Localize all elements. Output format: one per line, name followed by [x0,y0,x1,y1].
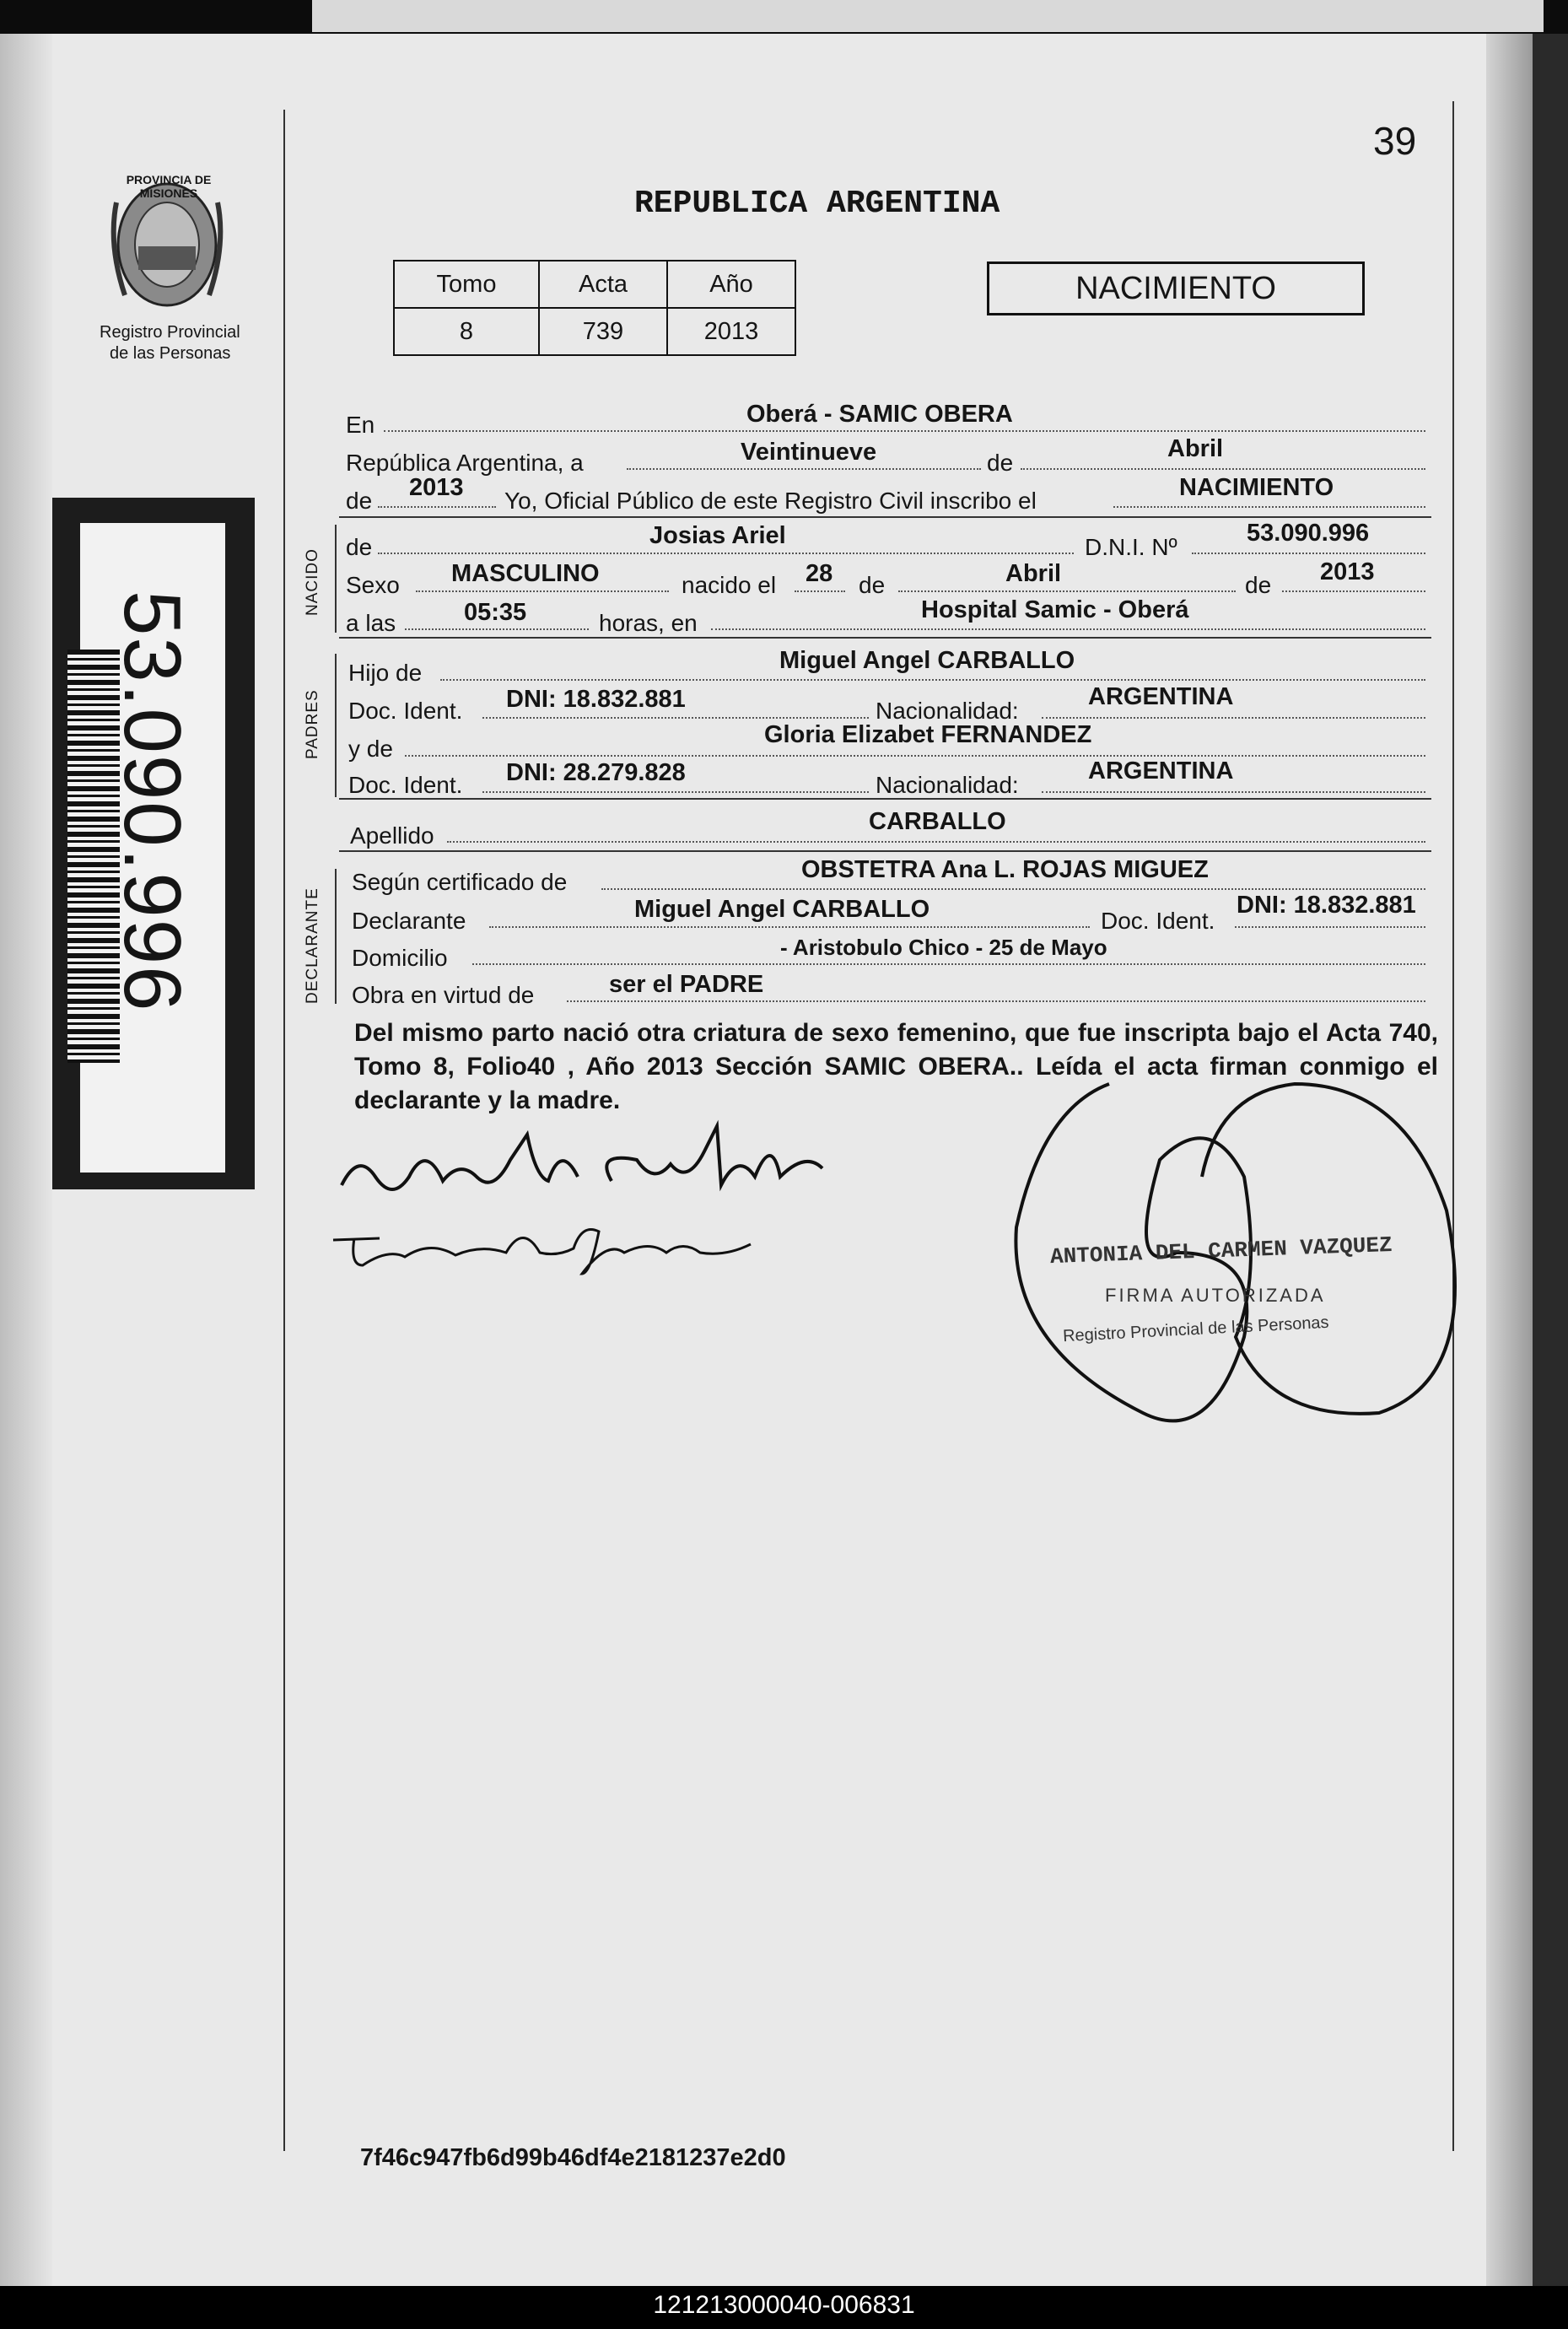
label-doc-declarante: Doc. Ident. [1101,908,1215,934]
value-lugar: Oberá - SAMIC OBERA [746,401,1013,428]
sticker-number: 53.090.996 [107,590,197,1013]
label-nac-madre: Nacionalidad: [876,772,1019,798]
header-anio: Año [667,261,795,308]
line-certificado [601,888,1425,890]
value-nac-dia: 28 [806,560,833,587]
label-horas-en: horas, en [599,610,698,636]
label-y-de: y de [348,736,393,762]
left-margin-line [283,110,285,2151]
label-segun: Según certificado de [352,869,568,895]
line-domicilio [472,963,1425,965]
stamp-line-2: FIRMA AUTORIZADA [1105,1285,1326,1306]
line-nac-anio [1282,590,1425,592]
line-nac-padre [1042,717,1425,719]
value-lugar-nac: Hospital Samic - Oberá [921,596,1189,623]
value-nac-anio: 2013 [1320,558,1375,585]
line-nac-madre [1042,791,1425,793]
value-madre: Gloria Elizabet FERNANDEZ [764,721,1092,748]
line-madre [405,755,1425,757]
label-hijo-de: Hijo de [348,660,423,686]
label-nacido-el: nacido el [682,572,777,598]
value-mes: Abril [1167,435,1224,462]
header-acta: Acta [539,261,667,308]
value-tipo: NACIMIENTO [1179,474,1334,501]
section-padres: PADRES [304,689,321,759]
value-nac-mes: Abril [1005,560,1062,587]
label-sexo: Sexo [346,572,400,598]
label-oficial: Yo, Oficial Público de este Registro Civil inscribo el [504,488,1037,514]
section-bar [335,654,337,797]
line-tipo [1113,506,1425,508]
line-declarante [489,926,1090,928]
label-declarante: Declarante [352,908,466,934]
value-sexo: MASCULINO [451,560,600,587]
label-de-nac-anio: de [1245,572,1272,598]
record-type-box: NACIMIENTO [987,261,1365,315]
line-lugar-nac [711,628,1425,630]
stamp-line-3: Registro Provincial de las Personas [1062,1313,1330,1346]
line-apellido [447,841,1425,843]
line-doc-declarante [1235,926,1425,928]
line-nombre [378,553,1074,554]
birth-note: Del mismo parto nació otra criatura de sexo femenino, que fue inscripta bajo el Acta 740, Tomo 8, Folio40 , Año 2013 Sección SAMIC OBERA.. Leída el acta firman conmigo el declarante y la madre. [354,1019,1438,1114]
value-declarante: Miguel Angel CARBALLO [634,896,930,923]
section-declarante: DECLARANTE [304,887,321,1004]
label-de-anio: de [346,488,373,514]
value-dia: Veintinueve [741,439,877,466]
divider [339,516,1431,518]
value-madre-dni: DNI: 28.279.828 [506,759,686,786]
value-padre: Miguel Angel CARBALLO [779,647,1075,674]
label-nac-padre: Nacionalidad: [876,698,1019,724]
section-bar [335,869,337,1004]
value-anio: 2013 [409,474,464,501]
value-nombre: Josias Ariel [649,522,786,549]
official-signature [1008,1059,1463,1480]
label-obra: Obra en virtud de [352,982,535,1008]
value-dni: 53.090.996 [1247,520,1370,547]
value-certificado: OBSTETRA Ana L. ROJAS MIGUEZ [801,856,1209,883]
page-edge [1486,34,1533,2286]
page-number: 39 [1373,119,1417,163]
line-hora [405,628,589,630]
divider [339,798,1431,800]
line-dia [627,468,981,470]
value-declarante-dni: DNI: 18.832.881 [1237,892,1416,919]
line-obra [567,1000,1425,1002]
label-domicilio: Domicilio [352,945,448,971]
divider [339,637,1431,639]
value-acta: 739 [539,308,667,355]
value-obra: ser el PADRE [609,971,764,998]
value-tomo: 8 [394,308,539,355]
header-tomo: Tomo [394,261,539,308]
registry-seal-text: PROVINCIA DE MISIONES [126,173,212,200]
label-dni: D.N.I. Nº [1085,534,1177,560]
mother-signature [329,1206,759,1282]
value-padre-nac: ARGENTINA [1088,683,1234,710]
value-padre-dni: DNI: 18.832.881 [506,686,686,713]
line-sexo [416,590,669,592]
value-hora: 05:35 [464,599,527,626]
line-en [384,430,1425,432]
line-nac-mes [898,590,1236,592]
registry-name-line1: Registro Provincial [100,323,240,342]
line-nac-dia [795,590,845,592]
label-de-nombre: de [346,534,373,560]
section-bar [335,525,337,633]
label-de-nac-mes: de [859,572,886,598]
line-doc-madre [482,791,869,793]
record-table [393,260,796,356]
label-doc-madre: Doc. Ident. [348,772,463,798]
registry-name-line2: de las Personas [110,344,231,363]
line-padre [440,679,1425,681]
label-republica: República Argentina, a [346,450,584,476]
book-spine [0,34,52,2286]
value-anio: 2013 [667,308,795,355]
value-madre-nac: ARGENTINA [1088,757,1234,784]
stamp-line-1: ANTONIA DEL CARMEN VAZQUEZ [1049,1232,1393,1270]
line-anio [378,506,496,508]
page-title: REPUBLICA ARGENTINA [634,186,1000,222]
label-a-las: a las [346,610,396,636]
line-dni [1192,553,1425,554]
previous-page-edge [312,0,1544,32]
line-doc-padre [482,717,869,719]
footer-code: 121213000040-006831 [653,2291,915,2319]
section-nacido: NACIDO [304,548,321,616]
divider [339,850,1431,852]
label-apellido: Apellido [350,822,434,849]
value-domicilio: - Aristobulo Chico - 25 de Mayo [780,935,1107,960]
document-hash: 7f46c947fb6d99b46df4e2181237e2d0 [360,2144,786,2171]
line-mes [1021,468,1425,470]
label-doc-padre: Doc. Ident. [348,698,463,724]
label-de-mes: de [987,450,1014,476]
value-apellido: CARBALLO [869,808,1006,835]
label-en: En [346,412,375,438]
father-signature [333,1118,856,1210]
